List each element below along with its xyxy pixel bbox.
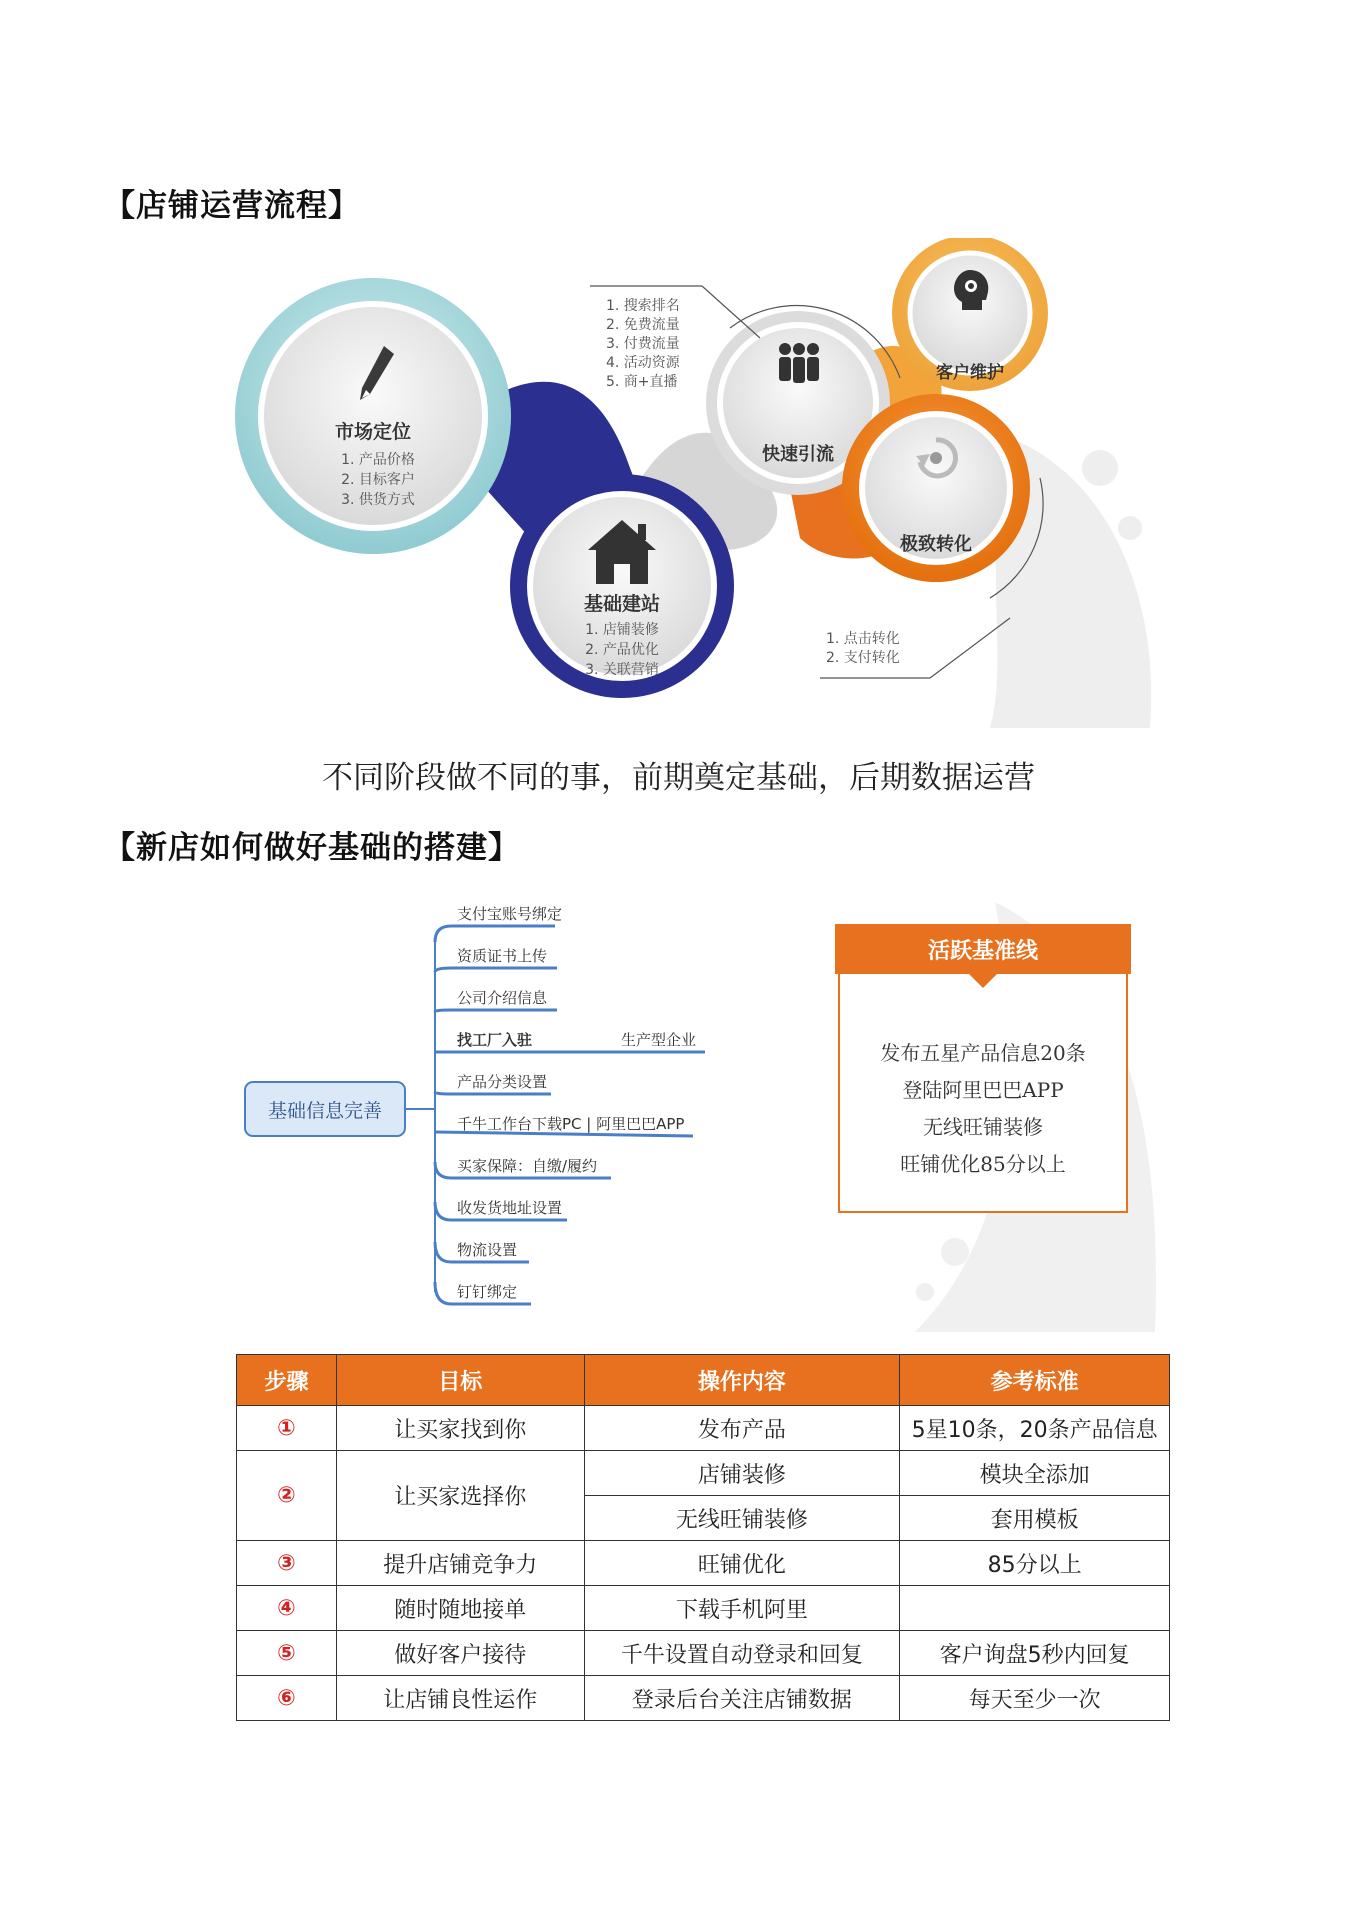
section-title-flow: 【店铺运营流程】 — [104, 188, 360, 224]
step-cell: ⑥ — [237, 1676, 337, 1721]
col-header-standard: 参考标准 — [900, 1355, 1170, 1406]
table-row — [237, 1676, 1170, 1721]
base-item: 3. 关联营销 — [585, 662, 659, 678]
goal-cell: 提升店铺竞争力 — [336, 1541, 584, 1586]
goal-cell: 做好客户接待 — [336, 1631, 584, 1676]
traffic-note: 4. 活动资源 — [606, 355, 680, 371]
action-cell: 下载手机阿里 — [584, 1586, 900, 1631]
people-icon — [779, 343, 819, 383]
convert-title: 极致转化 — [900, 534, 972, 555]
table-row — [237, 1631, 1170, 1676]
operation-flow-diagram — [210, 238, 1160, 728]
standard-cell: 5星10条，20条产品信息 — [900, 1406, 1170, 1451]
convert-note: 1. 点击转化 — [826, 631, 900, 647]
table-row — [237, 1406, 1170, 1451]
market-title: 市场定位 — [334, 421, 412, 443]
table-header-row — [237, 1355, 1170, 1406]
mindmap-branch: 买家保障：自缴/履约 — [457, 1157, 598, 1175]
base-item: 1. 店铺装修 — [585, 622, 659, 638]
step-cell: ④ — [237, 1586, 337, 1631]
action-cell: 店铺装修 — [584, 1451, 900, 1496]
setup-mindmap — [235, 892, 1165, 1332]
flow-caption: 不同阶段做不同的事，前期奠定基础，后期数据运营 — [322, 760, 1035, 796]
mindmap-sub-branch: 生产型企业 — [621, 1031, 697, 1049]
standard-cell: 客户询盘5秒内回复 — [900, 1631, 1170, 1676]
traffic-note: 2. 免费流量 — [606, 317, 680, 333]
market-item: 2. 目标客户 — [341, 472, 415, 488]
baseline-item: 无线旺铺装修 — [923, 1115, 1043, 1139]
table-row — [237, 1586, 1170, 1631]
mindmap-branch: 公司介绍信息 — [457, 989, 548, 1007]
baseline-item: 旺铺优化85分以上 — [900, 1152, 1066, 1176]
action-cell: 旺铺优化 — [584, 1541, 900, 1586]
baseline-item: 登陆阿里巴巴APP — [902, 1078, 1064, 1102]
action-cell: 千牛设置自动登录和回复 — [584, 1631, 900, 1676]
baseline-item: 发布五星产品信息20条 — [880, 1041, 1086, 1065]
action-cell: 登录后台关注店铺数据 — [584, 1676, 900, 1721]
goal-cell: 随时随地接单 — [336, 1586, 584, 1631]
standard-cell: 每天至少一次 — [900, 1676, 1170, 1721]
steps-table — [236, 1354, 1170, 1721]
standard-cell: 85分以上 — [900, 1541, 1170, 1586]
traffic-note: 3. 付费流量 — [606, 336, 680, 352]
section-title-setup: 【新店如何做好基础的搭建】 — [104, 830, 520, 866]
traffic-note: 1. 搜索排名 — [606, 298, 680, 314]
goal-cell: 让买家找到你 — [336, 1406, 584, 1451]
traffic-title: 快速引流 — [762, 444, 834, 465]
baseline-title: 活跃基准线 — [927, 939, 1039, 964]
col-header-step: 步骤 — [237, 1355, 337, 1406]
table-row — [237, 1451, 1170, 1496]
standard-cell: 套用模板 — [900, 1496, 1170, 1541]
standard-cell — [900, 1586, 1170, 1631]
step-cell: ⑤ — [237, 1631, 337, 1676]
traffic-note: 5. 商+直播 — [606, 374, 678, 390]
table-row — [237, 1541, 1170, 1586]
base-title: 基础建站 — [583, 593, 661, 615]
mindmap-branch: 千牛工作台下载PC | 阿里巴巴APP — [457, 1115, 685, 1133]
col-header-action: 操作内容 — [584, 1355, 900, 1406]
step-cell: ① — [237, 1406, 337, 1451]
service-title: 客户维护 — [936, 363, 1004, 383]
mindmap-branch: 资质证书上传 — [457, 947, 548, 965]
mindmap-branch: 支付宝账号绑定 — [457, 905, 563, 923]
mindmap-branch: 收发货地址设置 — [457, 1199, 563, 1217]
market-item: 1. 产品价格 — [341, 452, 415, 468]
action-cell: 无线旺铺装修 — [584, 1496, 900, 1541]
step-cell: ③ — [237, 1541, 337, 1586]
mindmap-branch: 产品分类设置 — [457, 1073, 548, 1091]
goal-cell: 让店铺良性运作 — [336, 1676, 584, 1721]
market-item: 3. 供货方式 — [341, 492, 415, 508]
goal-cell: 让买家选择你 — [336, 1451, 584, 1541]
step-cell: ② — [237, 1451, 337, 1541]
mindmap-root: 基础信息完善 — [267, 1100, 383, 1122]
mindmap-branch: 找工厂入驻 — [457, 1031, 533, 1049]
base-item: 2. 产品优化 — [585, 642, 659, 658]
action-cell: 发布产品 — [584, 1406, 900, 1451]
convert-leader-line — [820, 618, 1010, 678]
convert-note: 2. 支付转化 — [826, 650, 900, 666]
standard-cell: 模块全添加 — [900, 1451, 1170, 1496]
mindmap-branch: 钉钉绑定 — [457, 1283, 518, 1301]
mindmap-branch: 物流设置 — [457, 1241, 518, 1259]
col-header-goal: 目标 — [336, 1355, 584, 1406]
